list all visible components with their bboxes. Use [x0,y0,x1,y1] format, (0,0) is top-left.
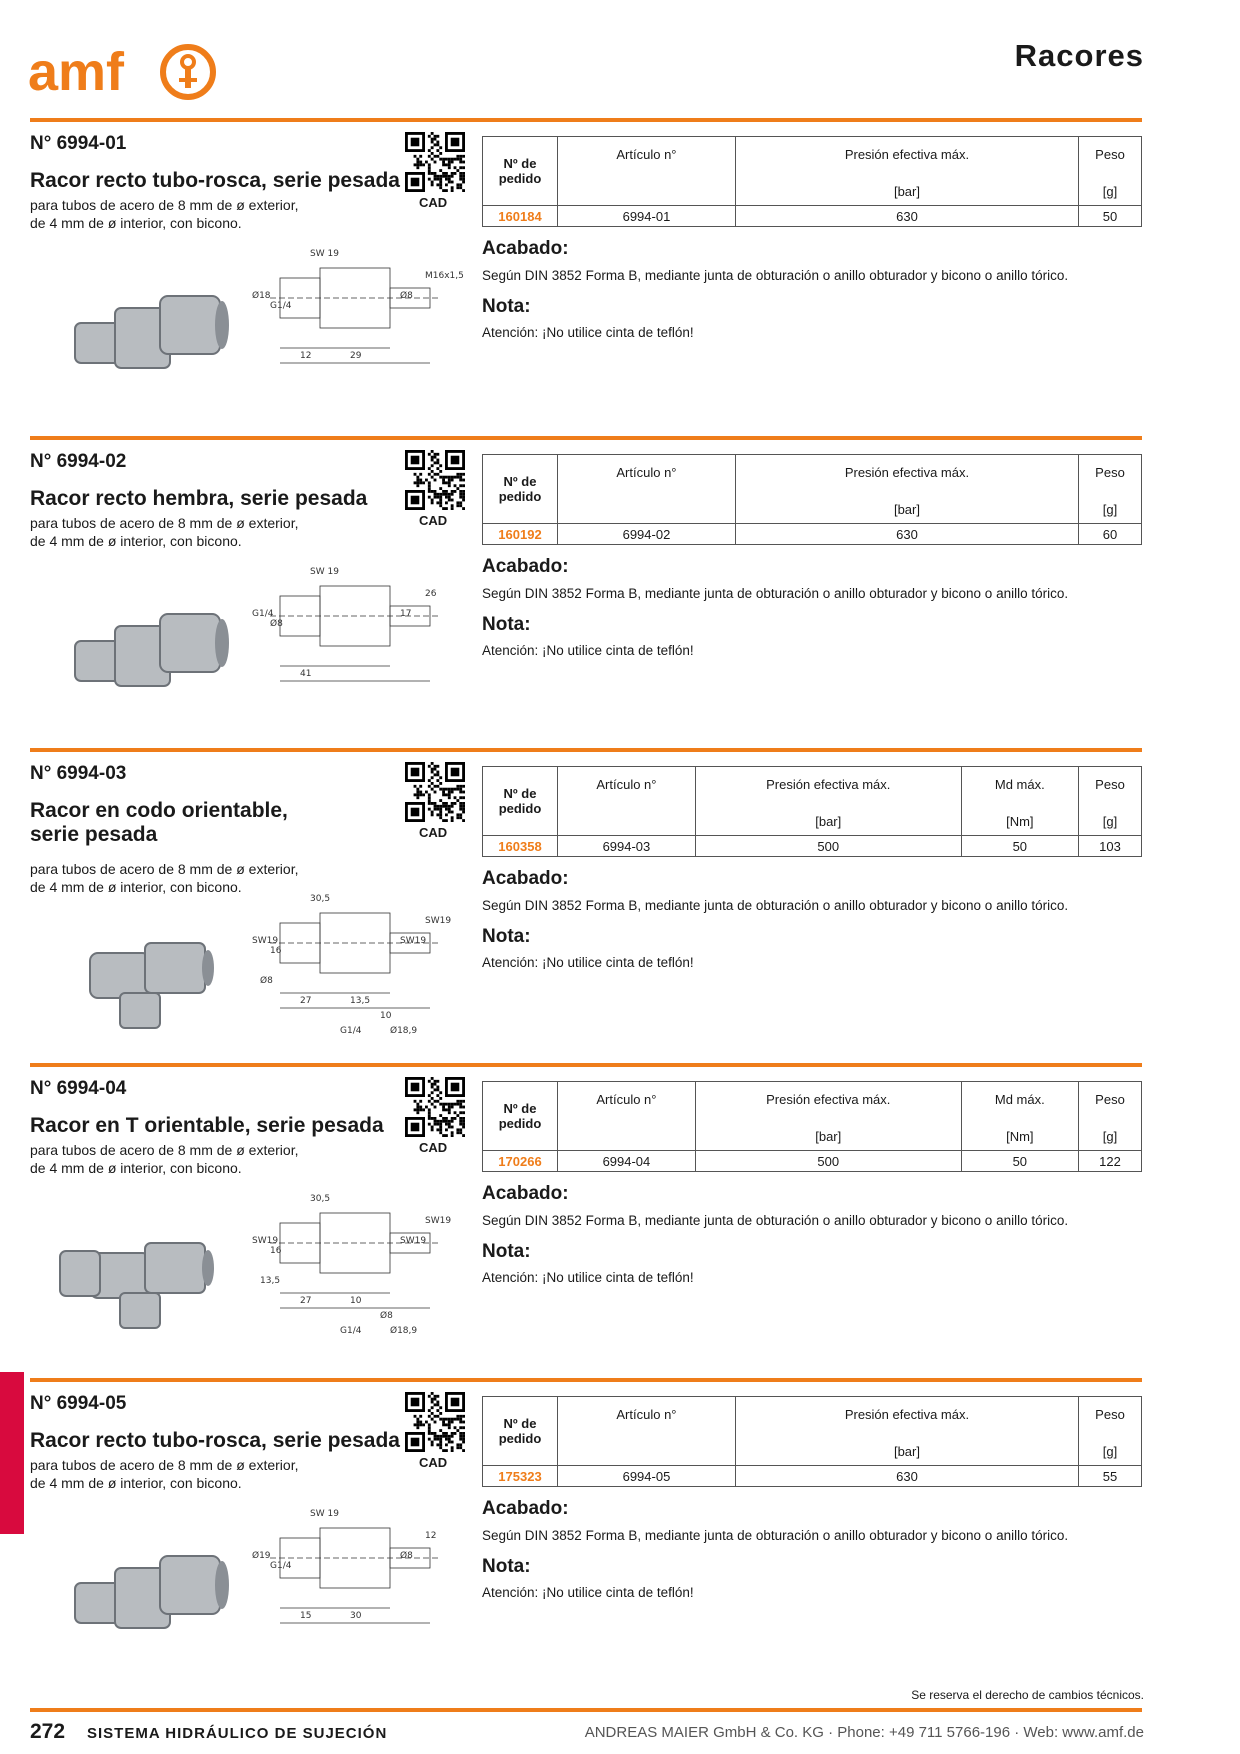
table-row [483,206,1142,227]
weight-cell: 60 [1079,524,1142,545]
col-header-pressure [695,767,961,836]
nota-heading: Nota: [482,614,531,635]
dimension-label: SW19 [252,1236,279,1246]
dimension-label: 10 [350,1296,362,1306]
order-code[interactable]: 160358 [483,836,558,857]
description-line: para tubos de acero de 8 mm de ø exterior, [30,861,299,877]
acabado-text: Según DIN 3852 Forma B, mediante junta de obturación o anillo obturador y bicono o anillo tórico. [482,586,1069,601]
dimension-label: 27 [300,1296,312,1306]
dimension-label: 29 [350,351,362,361]
nota-text: Atención: ¡No utilice cinta de teflón! [482,1585,694,1600]
header-label: Artículo n° [616,465,677,480]
description-line: de 4 mm de ø interior, con bicono. [30,1475,242,1491]
spec-table [482,136,1142,227]
table-row [483,1466,1142,1487]
article-number: N° 6994-04 [30,1078,127,1099]
weight-cell: 103 [1079,836,1142,857]
acabado-text: Según DIN 3852 Forma B, mediante junta de obturación o anillo obturador y bicono o anillo tórico. [482,898,1069,913]
description-line: de 4 mm de ø interior, con bicono. [30,879,242,895]
col-header-weight [1079,1082,1142,1151]
dimension-label: 17 [400,609,412,619]
header-label: Peso [1095,777,1125,792]
qr-code-icon[interactable] [405,132,465,192]
product-section [30,436,1142,736]
col-header-pressure [735,137,1078,206]
article-title: Racor recto tubo-rosca, serie pesada [30,169,400,192]
acabado-heading: Acabado: [482,1183,569,1204]
qr-code-icon[interactable] [405,450,465,510]
article-cell: 6994-02 [558,524,736,545]
header-label: Artículo n° [596,1092,657,1107]
header-label: Presión efectiva máx. [844,465,970,480]
dimension-label: Ø8 [260,976,273,986]
col-header-order: Nº de pedido [483,767,558,836]
weight-cell: 50 [1079,206,1142,227]
product-photo [50,268,240,388]
qr-code-icon[interactable] [405,762,465,822]
footer-system-title: SISTEMA HIDRÁULICO DE SUJECIÓN [87,1725,388,1742]
col-header-article [558,455,736,524]
article-number: N° 6994-02 [30,451,127,472]
table-row [483,1151,1142,1172]
section-rule [30,436,1142,440]
col-header-torque [961,1082,1078,1151]
col-header-order: Nº de pedido [483,455,558,524]
nota-heading: Nota: [482,296,531,317]
dimension-label: 12 [300,351,312,361]
dimension-label: 30 [350,1611,362,1621]
header-label: Presión efectiva máx. [766,1092,891,1107]
header-unit: [g] [1102,1129,1118,1144]
article-title: Racor en T orientable, serie pesada [30,1114,384,1137]
col-header-article [558,1082,696,1151]
header-label: Artículo n° [616,1407,677,1422]
dimension-label: Ø18 [252,291,271,301]
page-number: 272 [30,1720,66,1743]
pressure-cell: 500 [695,1151,961,1172]
article-number: N° 6994-05 [30,1393,127,1414]
spec-table [482,1081,1142,1172]
qr-code-icon[interactable] [405,1392,465,1452]
dimension-label: 13,5 [260,1276,281,1286]
cad-label[interactable]: CAD [419,513,448,528]
col-header-torque [961,767,1078,836]
dimension-label: 13,5 [350,996,371,1006]
article-number: N° 6994-03 [30,763,127,784]
article-description [30,1456,370,1492]
header-label: Presión efectiva máx. [766,777,891,792]
col-header-weight [1079,1397,1142,1466]
logo-text: amf [28,42,125,102]
weight-cell: 55 [1079,1466,1142,1487]
section-rule [30,1378,1142,1382]
dimension-label: 26 [425,589,437,599]
header-unit: [bar] [893,502,920,517]
col-header-weight [1079,767,1142,836]
dimension-label: G1/4 [340,1326,362,1336]
table-header-row [483,1082,1142,1151]
col-header-pressure [695,1082,961,1151]
torque-cell: 50 [961,836,1078,857]
header-label: Peso [1095,1407,1125,1422]
cad-label[interactable]: CAD [419,195,448,210]
qr-code-icon[interactable] [405,1077,465,1137]
article-title: Racor en codo orientable, serie pesada [30,799,288,846]
nota-text: Atención: ¡No utilice cinta de teflón! [482,1270,694,1285]
table-row [483,524,1142,545]
table-header-row [483,137,1142,206]
torque-cell: 50 [961,1151,1078,1172]
acabado-heading: Acabado: [482,868,569,889]
technical-drawing [240,1183,450,1343]
table-header-row [483,455,1142,524]
col-header-weight [1079,137,1142,206]
section-rule [30,118,1142,122]
header-unit: [bar] [893,184,920,199]
nota-text: Atención: ¡No utilice cinta de teflón! [482,643,694,658]
cad-label[interactable]: CAD [419,825,448,840]
pressure-cell: 630 [735,206,1078,227]
nota-heading: Nota: [482,1556,531,1577]
dimension-label: SW19 [425,916,452,926]
dimension-label: SW19 [400,1236,427,1246]
article-title: Racor recto hembra, serie pesada [30,487,368,510]
page-title: Racores [1014,38,1144,73]
pressure-cell: 500 [695,836,961,857]
product-section [30,1378,1142,1678]
col-header-article [558,137,736,206]
dimension-label: SW19 [252,936,279,946]
header-unit: [bar] [815,814,842,829]
dimension-label: Ø8 [270,619,283,629]
dimension-label: Ø8 [400,1551,413,1561]
article-cell: 6994-01 [558,206,736,227]
disclaimer: Se reserva el derecho de cambios técnicos. [911,1688,1144,1702]
acabado-text: Según DIN 3852 Forma B, mediante junta de obturación o anillo obturador y bicono o anillo tórico. [482,268,1069,283]
header-label: Md máx. [994,1092,1045,1107]
dimension-label: G1/4 [252,609,274,619]
header-label: Peso [1095,147,1125,162]
spec-table [482,1396,1142,1487]
col-header-order: Nº de pedido [483,1082,558,1151]
order-code[interactable]: 170266 [483,1151,558,1172]
description-line: de 4 mm de ø interior, con bicono. [30,1160,242,1176]
technical-drawing [240,556,450,716]
nota-heading: Nota: [482,926,531,947]
header-label: Peso [1095,1092,1125,1107]
header-unit: [g] [1102,184,1118,199]
col-header-weight [1079,455,1142,524]
dimension-label: Ø18,9 [390,1026,418,1036]
acabado-text: Según DIN 3852 Forma B, mediante junta de obturación o anillo obturador y bicono o anillo tórico. [482,1213,1069,1228]
header-label: Md máx. [994,777,1045,792]
col-header-article [558,1397,736,1466]
dimension-label: 30,5 [310,894,331,904]
description-line: para tubos de acero de 8 mm de ø exterior, [30,1142,299,1158]
order-code[interactable]: 160184 [483,206,558,227]
header-unit: [bar] [893,1444,920,1459]
acabado-heading: Acabado: [482,556,569,577]
product-section [30,118,1142,418]
article-description [30,1141,370,1177]
spec-table [482,454,1142,545]
dimension-label: G1/4 [340,1026,362,1036]
dimension-label: 16 [270,1246,282,1256]
header-unit: [Nm] [1006,814,1034,829]
header-label: Presión efectiva máx. [844,1407,970,1422]
amf-logo [28,40,218,102]
order-code[interactable]: 160192 [483,524,558,545]
spec-table [482,766,1142,857]
article-cell: 6994-04 [558,1151,696,1172]
dimension-label: SW 19 [310,249,339,259]
header-unit: [g] [1102,502,1118,517]
acabado-text: Según DIN 3852 Forma B, mediante junta de obturación o anillo obturador y bicono o anillo tórico. [482,1528,1069,1543]
dimension-label: 16 [270,946,282,956]
col-header-article [558,767,696,836]
order-code[interactable]: 175323 [483,1466,558,1487]
dimension-label: M16x1,5 [425,271,464,281]
dimension-label: 30,5 [310,1194,331,1204]
table-header-row [483,767,1142,836]
dimension-label: G1/4 [270,1561,292,1571]
nota-text: Atención: ¡No utilice cinta de teflón! [482,325,694,340]
product-photo [50,913,240,1033]
dimension-label: G1/4 [270,301,292,311]
dimension-label: Ø19 [252,1551,271,1561]
article-cell: 6994-05 [558,1466,736,1487]
article-description [30,514,370,550]
section-rule [30,748,1142,752]
cad-label[interactable]: CAD [419,1455,448,1470]
dimension-label: 27 [300,996,312,1006]
header-unit: [g] [1102,814,1118,829]
technical-drawing [240,238,464,398]
description-line: de 4 mm de ø interior, con bicono. [30,215,242,231]
cad-label[interactable]: CAD [419,1140,448,1155]
weight-cell: 122 [1079,1151,1142,1172]
header-unit: [Nm] [1006,1129,1034,1144]
header-label: Presión efectiva máx. [844,147,970,162]
dimension-label: 15 [300,1611,312,1621]
technical-drawing [240,883,450,1043]
product-photo [50,1528,240,1648]
acabado-heading: Acabado: [482,1498,569,1519]
header-label: Artículo n° [616,147,677,162]
nota-text: Atención: ¡No utilice cinta de teflón! [482,955,694,970]
dimension-label: SW 19 [310,567,339,577]
dimension-label: Ø8 [400,291,413,301]
header-unit: [g] [1102,1444,1118,1459]
article-number: N° 6994-01 [30,133,127,154]
footer-company: ANDREAS MAIER GmbH & Co. KG · Phone: +49 711 5766-196 · Web: www.amf.de [584,1724,1144,1741]
article-title: Racor recto tubo-rosca, serie pesada [30,1429,400,1452]
chapter-side-tab [0,1372,24,1534]
dimension-label: 12 [425,1531,437,1541]
dimension-label: 41 [300,669,312,679]
header-label: Artículo n° [596,777,657,792]
col-header-pressure [735,455,1078,524]
col-header-order: Nº de pedido [483,137,558,206]
article-cell: 6994-03 [558,836,696,857]
footer-rule [30,1708,1142,1712]
article-description [30,196,370,232]
dimension-label: 10 [380,1011,392,1021]
col-header-pressure [735,1397,1078,1466]
section-rule [30,1063,1142,1067]
pressure-cell: 630 [735,1466,1078,1487]
dimension-label: Ø18,9 [390,1326,418,1336]
dimension-label: SW 19 [310,1509,339,1519]
col-header-order: Nº de pedido [483,1397,558,1466]
dimension-label: Ø8 [380,1311,393,1321]
product-photo [50,586,240,706]
product-section [30,1063,1142,1363]
description-line: de 4 mm de ø interior, con bicono. [30,533,242,549]
table-header-row [483,1397,1142,1466]
description-line: para tubos de acero de 8 mm de ø exterior, [30,515,299,531]
description-line: para tubos de acero de 8 mm de ø exterior, [30,197,299,213]
dimension-label: SW19 [400,936,427,946]
dimension-label: SW19 [425,1216,452,1226]
pressure-cell: 630 [735,524,1078,545]
product-section [30,748,1142,1048]
nota-heading: Nota: [482,1241,531,1262]
description-line: para tubos de acero de 8 mm de ø exterior, [30,1457,299,1473]
header-unit: [bar] [815,1129,842,1144]
product-photo [50,1213,240,1333]
table-row [483,836,1142,857]
acabado-heading: Acabado: [482,238,569,259]
header-label: Peso [1095,465,1125,480]
technical-drawing [240,1498,450,1658]
